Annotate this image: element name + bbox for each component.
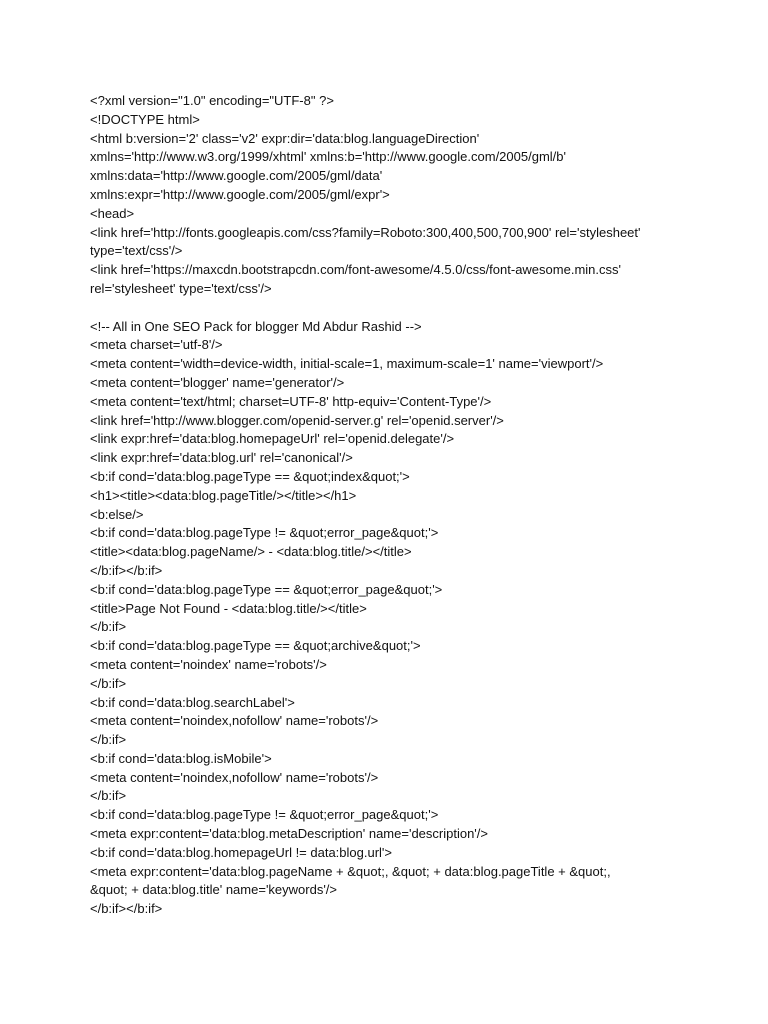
code-line: <h1><title><data:blog.pageTitle/></title></h1>	[90, 487, 357, 503]
code-line: <!-- All in One SEO Pack for blogger Md Abdur Rashid -->	[90, 318, 422, 334]
code-line: <meta content='text/html; charset=UTF-8' http-equiv='Content-Type'/>	[90, 393, 492, 409]
code-line: </b:if>	[90, 788, 127, 804]
code-line: </b:if></b:if>	[90, 901, 163, 917]
code-line: <meta charset='utf-8'/>	[90, 337, 223, 353]
code-line: xmlns='http://www.w3.org/1999/xhtml' xmlns:b='http://www.google.com/2005/gml/b'	[90, 149, 566, 165]
code-line: rel='stylesheet' type='text/css'/>	[90, 280, 272, 296]
code-line: <b:if cond='data:blog.searchLabel'>	[90, 694, 295, 710]
code-line: <link href='https://maxcdn.bootstrapcdn.com/font-awesome/4.5.0/css/font-awesome.min.css'	[90, 262, 621, 278]
code-line: </b:if>	[90, 675, 127, 691]
code-line: <?xml version="1.0" encoding="UTF-8" ?>	[90, 93, 334, 108]
code-line: xmlns:expr='http://www.google.com/2005/gml/expr'>	[90, 186, 390, 202]
code-line: <b:if cond='data:blog.pageType != &quot;error_page&quot;'>	[90, 525, 439, 541]
code-line: </b:if></b:if>	[90, 562, 163, 578]
code-line: type='text/css'/>	[90, 243, 183, 259]
blank-line	[90, 299, 690, 318]
code-line: </b:if>	[90, 619, 127, 635]
code-line: <b:if cond='data:blog.pageType == &quot;archive&quot;'>	[90, 638, 421, 654]
code-listing	[90, 92, 690, 919]
code-line: <b:if cond='data:blog.pageType == &quot;error_page&quot;'>	[90, 581, 443, 597]
code-line: <meta expr:content='data:blog.pageName + &quot;, &quot; + data:blog.pageTitle + &quot;,	[90, 863, 611, 879]
code-line: <link href='http://www.blogger.com/openid-server.g' rel='openid.server'/>	[90, 412, 504, 428]
code-line: <link href='http://fonts.googleapis.com/css?family=Roboto:300,400,500,700,900' rel='stylesheet'	[90, 224, 641, 240]
code-line: <meta content='noindex' name='robots'/>	[90, 656, 327, 672]
code-line: <meta content='blogger' name='generator'/>	[90, 374, 345, 390]
code-line: <b:if cond='data:blog.pageType == &quot;index&quot;'>	[90, 468, 410, 484]
code-line: <title>Page Not Found - <data:blog.title/></title>	[90, 600, 367, 616]
code-line: <b:if cond='data:blog.pageType != &quot;error_page&quot;'>	[90, 807, 439, 823]
code-line: <meta content='noindex,nofollow' name='robots'/>	[90, 769, 379, 785]
code-line: xmlns:data='http://www.google.com/2005/gml/data'	[90, 168, 383, 184]
code-line: <html b:version='2' class='v2' expr:dir='data:blog.languageDirection'	[90, 130, 480, 146]
code-line: <meta content='noindex,nofollow' name='robots'/>	[90, 713, 379, 729]
code-line: <link expr:href='data:blog.homepageUrl' rel='openid.delegate'/>	[90, 431, 455, 447]
code-line: <meta content='width=device-width, initial-scale=1, maximum-scale=1' name='viewport'/>	[90, 356, 604, 372]
code-line: <title><data:blog.pageName/> - <data:blog.title/></title>	[90, 544, 412, 560]
code-line: <!DOCTYPE html>	[90, 111, 200, 127]
code-line: </b:if>	[90, 732, 127, 748]
code-line: <b:if cond='data:blog.homepageUrl != data:blog.url'>	[90, 844, 393, 860]
code-line: <link expr:href='data:blog.url' rel='canonical'/>	[90, 450, 353, 466]
code-line: <b:if cond='data:blog.isMobile'>	[90, 750, 272, 766]
code-line: <meta expr:content='data:blog.metaDescription' name='description'/>	[90, 826, 488, 842]
code-line: &quot; + data:blog.title' name='keywords'/>	[90, 882, 338, 898]
code-line: <head>	[90, 205, 135, 221]
code-line: <b:else/>	[90, 506, 144, 522]
